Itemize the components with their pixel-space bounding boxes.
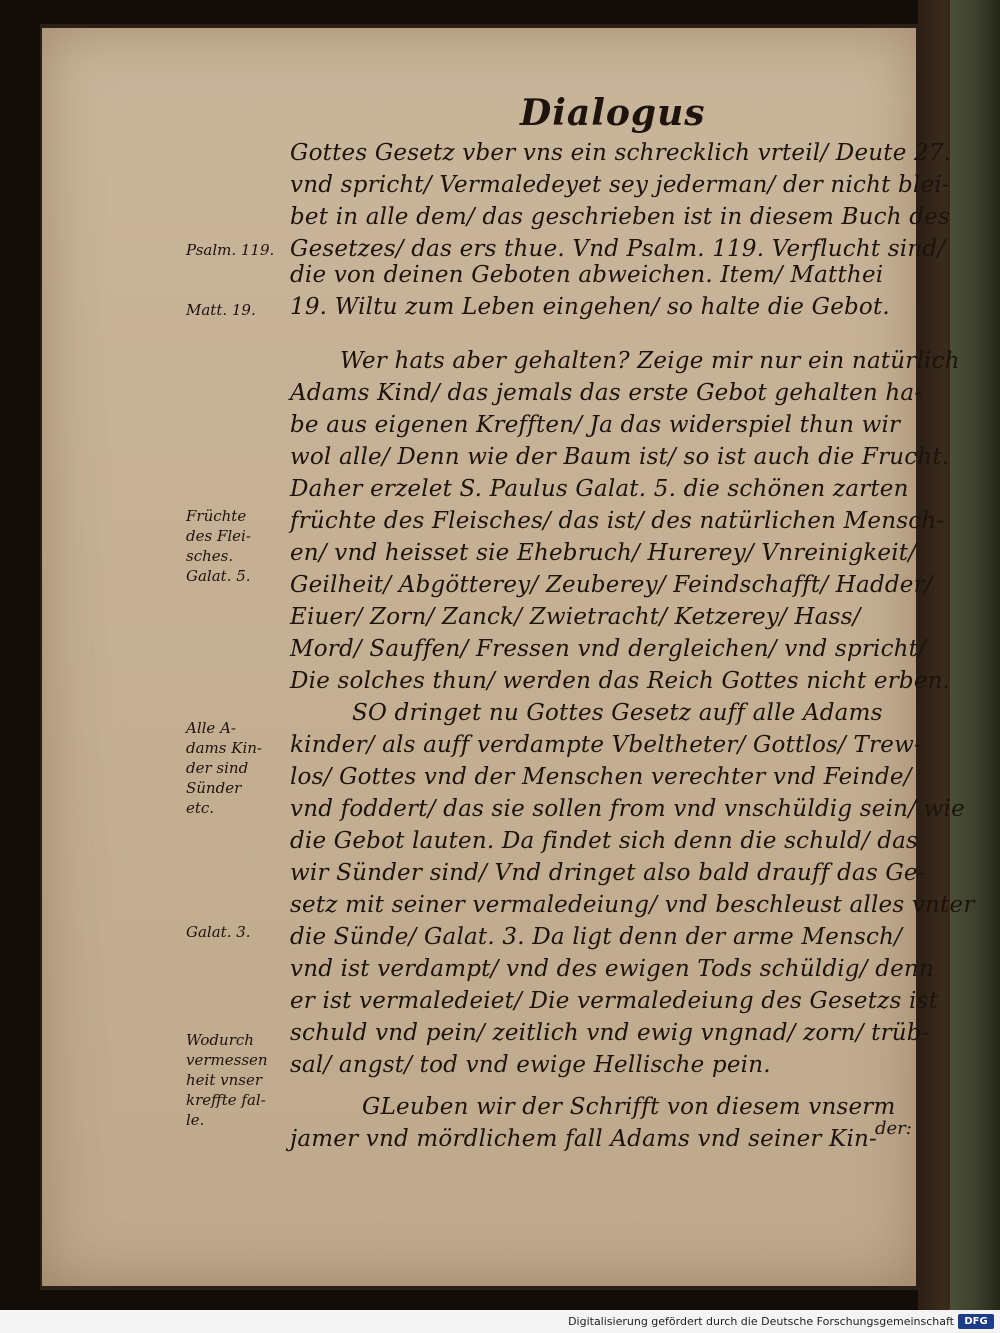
text-line: Mord/ Sauffen/ Fressen vnd dergleichen/ vnd spricht/: [290, 636, 927, 662]
margin-note: Wodurch vermessen heit vnser kreffte fal- le.: [186, 1031, 268, 1129]
text-line: Adams Kind/ das jemals das erste Gebot gehalten ha-: [290, 380, 923, 406]
text-line: en/ vnd heisset sie Ehebruch/ Hurerey/ Vnreinigkeit/: [290, 540, 917, 566]
text-line: SO dringet nu Gottes Gesetz auff alle Adams: [352, 700, 883, 726]
margin-note: Matt. 19.: [186, 301, 256, 319]
text-line: be aus eigenen Krefften/ Ja das widerspiel thun wir: [290, 412, 901, 438]
text-line: GLeuben wir der Schrifft von diesem vnserm: [362, 1094, 896, 1120]
text-line: vnd spricht/ Vermaledeyet sey jederman/ der nicht blei-: [290, 172, 950, 198]
text-line: Daher erzelet S. Paulus Galat. 5. die schönen zarten: [290, 476, 909, 502]
text-line: wir Sünder sind/ Vnd dringet also bald drauff das Ge-: [290, 860, 926, 886]
text-line: Geilheit/ Abgötterey/ Zeuberey/ Feindschafft/ Hadder/: [290, 572, 933, 598]
catchword: der:: [875, 1118, 912, 1139]
text-line: er ist vermaledeiet/ Die vermaledeiung des Gesetzs ist: [290, 988, 939, 1014]
text-line: die Sünde/ Galat. 3. Da ligt denn der arme Mensch/: [290, 924, 903, 950]
text-line: vnd foddert/ das sie sollen from vnd vnschüldig sein/ wie: [290, 796, 965, 822]
text-line: Wer hats aber gehalten? Zeige mir nur ein natürlich: [340, 348, 960, 374]
dfg-logo: DFG: [958, 1314, 994, 1329]
text-line: früchte des Fleisches/ das ist/ des natürlichen Mensch-: [290, 508, 945, 534]
text-line: Die solches thun/ werden das Reich Gottes nicht erben.: [290, 668, 951, 694]
text-line: jamer vnd mördlichem fall Adams vnd seiner Kin-: [290, 1126, 878, 1152]
text-line: bet in alle dem/ das geschrieben ist in diesem Buch des: [290, 204, 950, 230]
funding-notice: Digitalisierung gefördert durch die Deutsche Forschungsgemeinschaft: [568, 1315, 954, 1328]
text-line: schuld vnd pein/ zeitlich vnd ewig vngnad/ zorn/ trüb-: [290, 1020, 930, 1046]
text-line: wol alle/ Denn wie der Baum ist/ so ist auch die Frucht.: [290, 444, 950, 470]
text-line: Eiuer/ Zorn/ Zanck/ Zwietracht/ Ketzerey/ Hass/: [290, 604, 861, 630]
running-title: Dialogus: [520, 92, 706, 134]
margin-note: Früchte des Flei- sches. Galat. 5.: [186, 507, 251, 585]
text-line: die von deinen Geboten abweichen. Item/ Matthei: [290, 262, 884, 288]
text-line: setz mit seiner vermaledeiung/ vnd beschleust alles vnter: [290, 892, 975, 918]
text-line: vnd ist verdampt/ vnd des ewigen Tods schüldig/ denn: [290, 956, 934, 982]
text-line: die Gebot lauten. Da findet sich denn die schuld/ das: [290, 828, 919, 854]
book-cover-edge: [950, 0, 1000, 1310]
footer-bar: [0, 1310, 1000, 1333]
text-line: kinder/ als auff verdampte Vbeltheter/ Gottlos/ Trew-: [290, 732, 922, 758]
margin-note: Alle A- dams Kin- der sind Sünder etc.: [186, 719, 262, 817]
margin-note: Psalm. 119.: [186, 241, 275, 259]
text-line: sal/ angst/ tod vnd ewige Hellische pein.: [290, 1052, 771, 1078]
text-line: Gottes Gesetz vber vns ein schrecklich vrteil/ Deute 27.: [290, 140, 952, 166]
text-line: los/ Gottes vnd der Menschen verechter vnd Feinde/: [290, 764, 912, 790]
text-line: 19. Wiltu zum Leben eingehen/ so halte die Gebot.: [290, 294, 890, 320]
margin-note: Galat. 3.: [186, 923, 251, 941]
text-line: Gesetzes/ das ers thue. Vnd Psalm. 119. Verflucht sind/: [290, 236, 946, 262]
